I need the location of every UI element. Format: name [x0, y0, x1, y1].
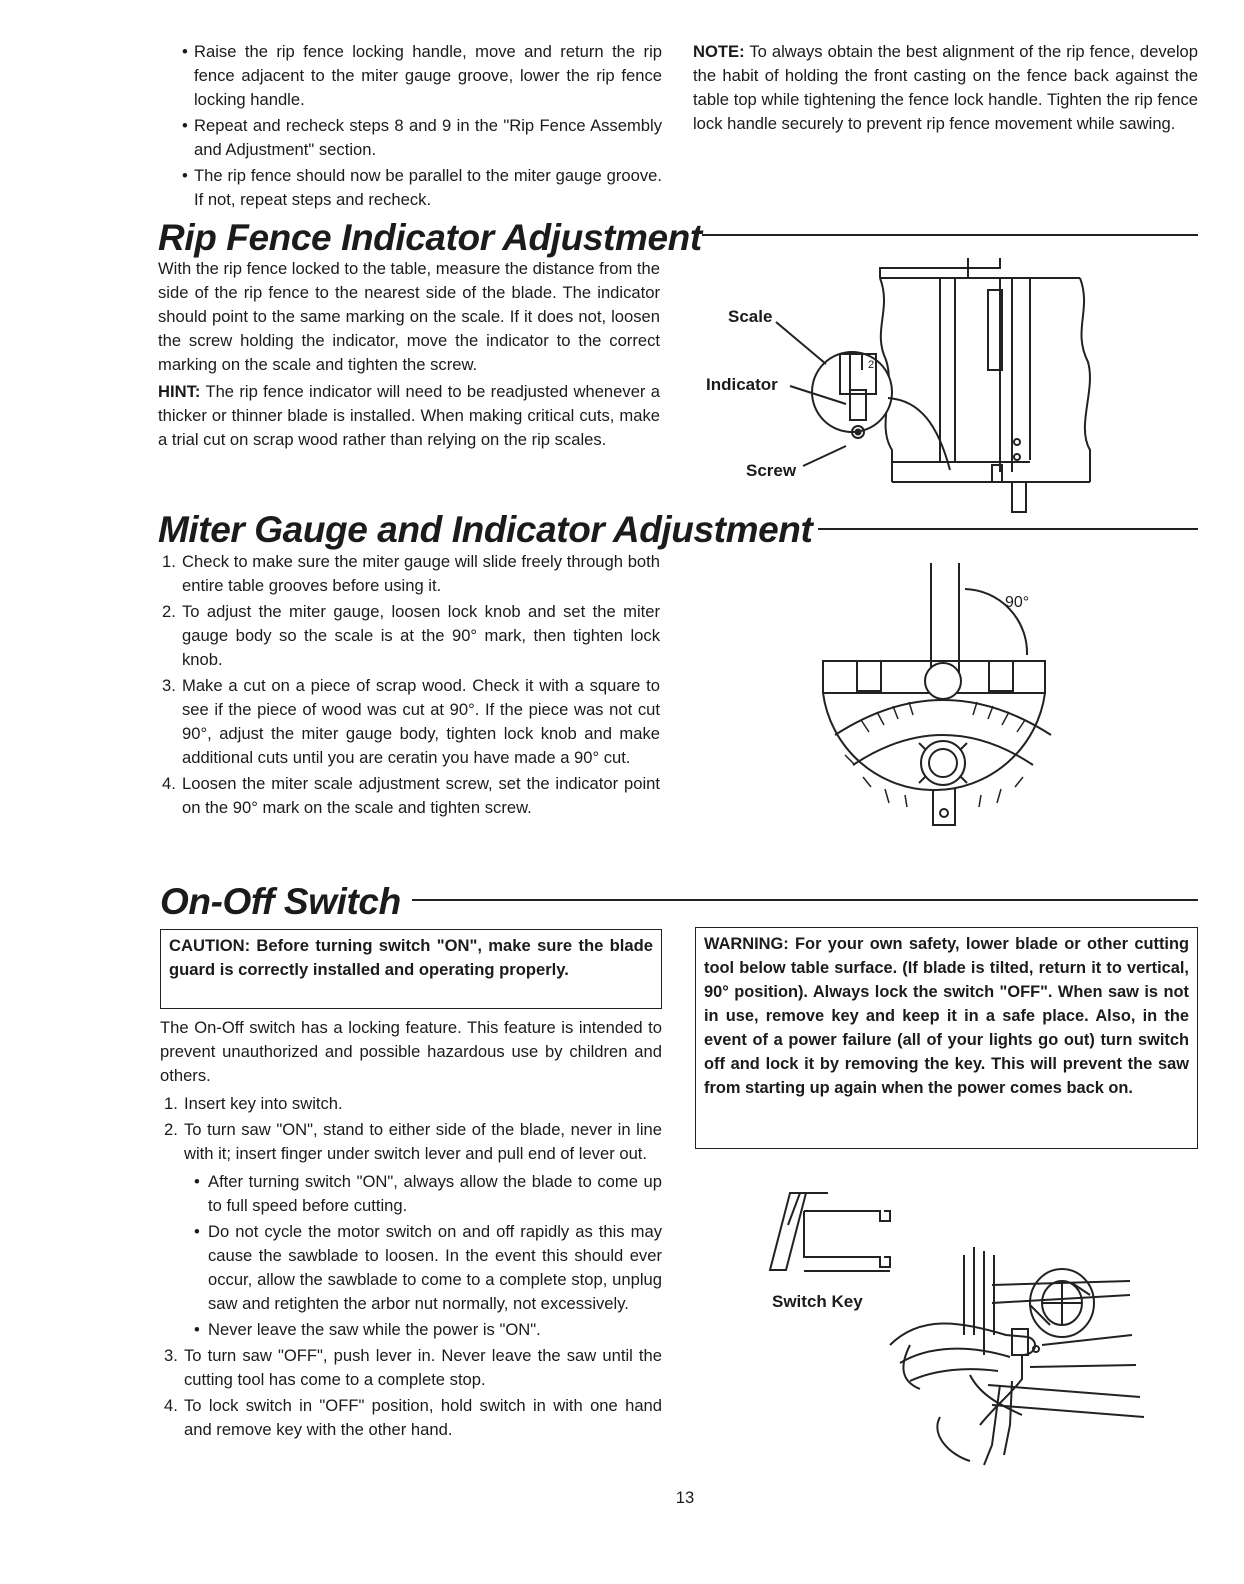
- step-number: 2.: [164, 1120, 178, 1139]
- heading-rule: [818, 528, 1198, 530]
- list-item: [158, 600, 660, 672]
- step-text: To turn saw "OFF", push lever in. Never leave the saw until the cutting tool has come to a complete stop.: [184, 1346, 662, 1389]
- rip-fence-body: [158, 257, 660, 452]
- on-off-switch-heading: On-Off Switch: [160, 881, 401, 922]
- miter-gauge-diagram: [815, 555, 1055, 840]
- note-label: NOTE:: [693, 42, 745, 61]
- step-number: 4.: [164, 1396, 178, 1415]
- list-item: • Never leave the saw while the power is "ON".: [184, 1318, 662, 1342]
- step-text: Make a cut on a piece of scrap wood. Check it with a square to see if the piece of wood was cut at 90°. If the piece was not cut 90°, adjust the miter gauge body, tighten lock knob and make additional cuts until you are ceratin you have made a 90° cut.: [182, 676, 660, 767]
- list-item: • Repeat and recheck steps 8 and 9 in the "Rip Fence Assembly and Adjustment" section.: [172, 114, 662, 162]
- list-item: [160, 1092, 662, 1116]
- step-text: Check to make sure the miter gauge will slide freely through both entire table grooves before using it.: [182, 552, 660, 595]
- step-text: To lock switch in "OFF" position, hold switch in with one hand and remove key with the other hand.: [184, 1396, 662, 1439]
- list-item: [160, 1394, 662, 1442]
- list-item: [160, 1344, 662, 1392]
- scale-mark: 2: [868, 359, 875, 371]
- list-item: • Do not cycle the motor switch on and off rapidly as this may cause the sawblade to loosen. In the event this should ever occur, allow the sawblade to come to a complete stop, unplug saw and retighten the arbor nut normally, not excessively.: [184, 1220, 662, 1316]
- angle-label: 90°: [1005, 594, 1030, 611]
- step-text: Loosen the miter scale adjustment screw, set the indicator point on the 90° mark on the scale and tighten screw.: [182, 774, 660, 817]
- indicator-label: Indicator: [706, 375, 778, 394]
- caution-text: CAUTION: Before turning switch "ON", make sure the blade guard is correctly installed and operating properly.: [169, 936, 653, 979]
- list-item: [160, 1118, 662, 1342]
- hint-label: HINT:: [158, 382, 201, 401]
- step-number: 4.: [162, 774, 176, 793]
- list-item: [158, 550, 660, 598]
- hint-paragraph: [158, 380, 660, 452]
- caution-box: [160, 929, 662, 1009]
- rip-fence-diagram: [700, 250, 1110, 515]
- list-item: • Raise the rip fence locking handle, move and return the rip fence adjacent to the miter gauge groove, lower the rip fence locking handle.: [172, 40, 662, 112]
- miter-gauge-heading: Miter Gauge and Indicator Adjustment: [158, 509, 813, 550]
- step-text: To adjust the miter gauge, loosen lock knob and set the miter gauge body so the scale is at the 90° mark, then tighten lock knob.: [182, 602, 660, 669]
- switch-key-label: Switch Key: [772, 1292, 863, 1311]
- step-number: 1.: [162, 552, 176, 571]
- rip-fence-paragraph: With the rip fence locked to the table, measure the distance from the side of the rip fence to the nearest side of the blade. The indicator should point to the same marking on the scale. If it does not, loosen the screw holding the indicator, move the indicator to the correct marking on the scale and tighten the screw.: [158, 259, 660, 374]
- list-item: • After turning switch "ON", always allow the blade to come up to full speed before cutting.: [184, 1170, 662, 1218]
- list-item: [158, 674, 660, 770]
- note-paragraph: [693, 40, 1198, 136]
- switch-intro: The On-Off switch has a locking feature. This feature is intended to prevent unauthorized and possible hazardous use by children and others.: [160, 1018, 662, 1085]
- heading-rule: [412, 899, 1198, 901]
- page-number: 13: [675, 1488, 695, 1507]
- step-number: 3.: [162, 676, 176, 695]
- step-number: 3.: [164, 1346, 178, 1365]
- switch-key-diagram: [760, 1185, 1160, 1475]
- step-text: Insert key into switch.: [184, 1094, 343, 1113]
- list-item: • The rip fence should now be parallel to the miter gauge groove. If not, repeat steps and recheck.: [172, 164, 662, 212]
- miter-steps: [158, 550, 660, 822]
- list-item: [158, 772, 660, 820]
- top-bullet-list: [172, 40, 662, 214]
- step-text: To turn saw "ON", stand to either side of the blade, never in line with it; insert finger under switch lever and pull end of lever out.: [184, 1120, 662, 1163]
- step-number: 1.: [164, 1094, 178, 1113]
- rip-fence-heading: Rip Fence Indicator Adjustment: [158, 217, 702, 258]
- hint-text: The rip fence indicator will need to be readjusted whenever a thicker or thinner blade is installed. When making critical cuts, make a trial cut on scrap wood rather than relying on the rip scales.: [158, 382, 660, 449]
- warning-text: WARNING: For your own safety, lower blade or other cutting tool below table surface. (If blade is tilted, return it to vertical, 90° position). Always lock the switch "OFF". When saw is not in use, remove key and keep it in a safe place. Also, in the event of a power failure (all of your lights go out) turn switch off and lock it by removing the key. This will prevent the saw from starting up again when the power comes back on.: [704, 935, 1189, 1097]
- note-text: To always obtain the best alignment of the rip fence, develop the habit of holding the front casting on the fence back against the table top while tightening the fence lock handle. Tighten the rip fence lock handle securely to prevent rip fence movement while sawing.: [693, 42, 1198, 133]
- scale-label: Scale: [728, 307, 773, 326]
- switch-instructions: [160, 1016, 662, 1444]
- step-number: 2.: [162, 602, 176, 621]
- screw-label: Screw: [746, 461, 797, 480]
- heading-rule: [702, 234, 1198, 236]
- warning-box: [695, 927, 1198, 1149]
